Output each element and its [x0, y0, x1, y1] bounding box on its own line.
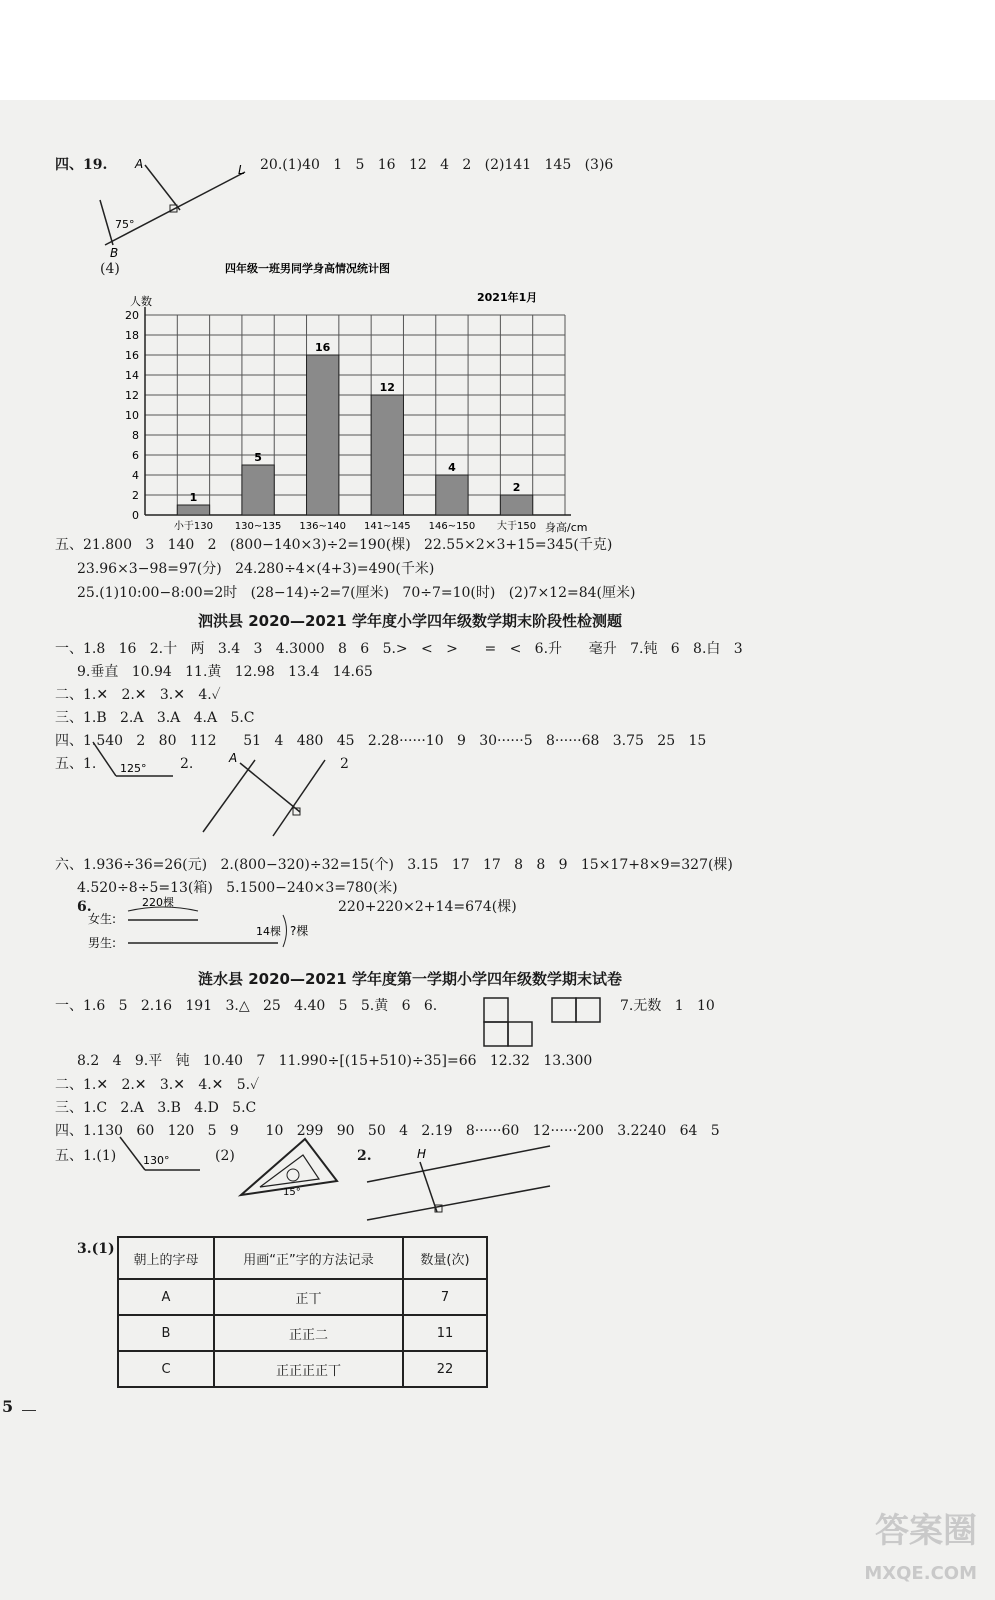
y-tick-label: 2: [132, 489, 139, 502]
table-header-row: [118, 1237, 487, 1279]
sihong-line1: 一、1.8 16 2.十 两 3.4 3 4.3000 8 6 5.> < > = < 6.升 毫升 7.钝 6 8.白 3: [55, 641, 743, 657]
x-tick-label: 146~150: [428, 521, 476, 532]
lianshui-line3: 二、1.✕ 2.✕ 3.✕ 4.✕ 5.✓: [55, 1077, 260, 1093]
parallel-line-1: [203, 760, 255, 832]
header-letter: 朝上的字母: [118, 1237, 214, 1279]
y-tick-label: 4: [132, 469, 139, 482]
y-tick-label: 16: [125, 349, 139, 362]
lianshui-line4: 三、1.C 2.A 3.B 4.D 5.C: [55, 1100, 257, 1116]
cube-views-figure: [482, 996, 622, 1052]
perpendicular-line: [240, 763, 300, 812]
x-tick-label: 大于150: [496, 521, 537, 532]
watermark-logo: 答案圈: [875, 1511, 977, 1551]
cell-letter: A: [118, 1279, 214, 1315]
chart-x-label: 身高/cm: [545, 521, 588, 534]
angle-75: 75°: [115, 218, 135, 231]
sihong-line6-b: 2.: [180, 756, 194, 772]
sihong-q6-eq: 220+220×2+14=674(棵): [338, 899, 517, 915]
watermark-url: MXQE.COM: [864, 1563, 977, 1584]
lianshui-line2: 8.2 4 9.平 钝 10.40 7 11.990÷[(15+510)÷35]=66 12.32 13.300: [77, 1053, 593, 1069]
bar-value-label: 12: [379, 381, 395, 394]
seg-boys-label: 男生:: [88, 936, 117, 950]
angle-ray-1: [93, 742, 116, 776]
y-tick-label: 6: [132, 449, 139, 462]
height-bar-chart: [95, 255, 588, 540]
y-tick-label: 12: [125, 389, 139, 402]
table-row: [118, 1351, 487, 1387]
bar: [436, 475, 468, 515]
header-tally: 用画“正”字的方法记录: [214, 1237, 403, 1279]
y-tick-label: 18: [125, 329, 139, 342]
sihong-line7: 六、1.936÷36=26(元) 2.(800−320)÷32=15(个) 3.15 17 17 8 8 9 15×17+8×9=327(棵): [55, 857, 733, 873]
sihong-title: 泗洪县 2020—2021 学年度小学四年级数学期末阶段性检测题: [198, 612, 622, 630]
seg-top-label: 220棵: [142, 896, 174, 909]
lianshui-line5: 四、1.130 60 120 5 9 10 299 90 50 4 2.19 8······60 12······200 3.2240 64 5: [55, 1123, 720, 1139]
square: [552, 998, 576, 1022]
y-tick-label: 14: [125, 369, 139, 382]
page-top-white-band: [0, 0, 995, 100]
seg-total-label: ?棵: [290, 924, 309, 938]
bar-value-label: 5: [254, 451, 262, 464]
table-row: [118, 1315, 487, 1351]
chart-y-label: 人数: [130, 295, 152, 308]
angle-ray-1: [120, 1137, 145, 1170]
q4-part: (4): [100, 261, 120, 277]
chart-title: 四年级一班男同学身高情况统计图: [225, 262, 390, 275]
parallel-line-2: [367, 1186, 550, 1220]
sec5-line1: 五、21.800 3 140 2 (800−140×3)÷2=190(棵) 22.55×2×3+15=345(千克): [55, 537, 613, 553]
sihong-line4: 三、1.B 2.A 3.A 4.A 5.C: [55, 710, 255, 726]
cell-letter: C: [118, 1351, 214, 1387]
set-square-figure: [235, 1135, 345, 1200]
angle-130-label: 130°: [143, 1154, 170, 1167]
cell-count: 11: [403, 1315, 487, 1351]
y-tick-label: 8: [132, 429, 139, 442]
lianshui-line7: 3.(1): [77, 1241, 115, 1257]
lianshui-line6-a: 五、1.(1): [55, 1148, 117, 1164]
label-h: H: [417, 1147, 427, 1161]
sec5-line2: 23.96×3−98=97(分) 24.280÷4×(4+3)=490(千米): [77, 561, 435, 577]
page-number-dash: [22, 1410, 36, 1411]
sihong-q6-num: 6.: [77, 899, 92, 915]
y-tick-label: 20: [125, 309, 139, 322]
lianshui-line1-a: 一、1.6 5 2.16 191 3.△ 25 4.40 5 5.黄 6 6.: [55, 998, 438, 1014]
sihong-line8: 4.520÷8÷5=13(箱) 5.1500−240×3=780(米): [77, 880, 398, 896]
cell-tally: 正丅: [214, 1279, 403, 1315]
parallel-line-1: [367, 1146, 550, 1182]
seg-extra-label: 14棵: [256, 925, 281, 938]
y-tick-label: 0: [132, 509, 139, 522]
angle-15-label: 15°: [283, 1187, 301, 1198]
angle-125-label: 125°: [120, 762, 147, 775]
seg-girls-label: 女生:: [88, 912, 117, 926]
label-a: A: [135, 157, 144, 171]
label-b: B: [110, 246, 119, 260]
chart-subtitle: 2021年1月: [477, 291, 538, 304]
circle-hole: [287, 1169, 299, 1181]
lianshui-line1-b: 7.无数 1 10: [620, 998, 715, 1014]
sihong-line3: 二、1.✕ 2.✕ 3.✕ 4.✓: [55, 687, 221, 703]
cell-count: 7: [403, 1279, 487, 1315]
page-number: 5: [2, 1397, 14, 1416]
line-b: [100, 200, 113, 245]
bar-value-label: 16: [315, 341, 331, 354]
square: [508, 1022, 532, 1046]
square: [484, 998, 508, 1022]
square: [576, 998, 600, 1022]
lianshui-line6-c: 2.: [357, 1148, 372, 1164]
bar: [242, 465, 274, 515]
y-tick-label: 10: [125, 409, 139, 422]
bar-value-label: 4: [448, 461, 456, 474]
x-tick-label: 136~140: [299, 521, 346, 532]
lianshui-line6-b: (2): [215, 1148, 235, 1164]
sihong-line6-a: 五、1.: [55, 756, 97, 772]
label-a: A: [229, 751, 238, 765]
bar: [307, 355, 339, 515]
cell-tally: 正正正正丅: [214, 1351, 403, 1387]
angle-130-figure: [115, 1135, 205, 1180]
bar: [177, 505, 209, 515]
angle-125-figure: [88, 740, 178, 785]
bar-value-label: 2: [512, 481, 521, 494]
line-segment-diagram: [88, 895, 328, 957]
parallel-line-2: [273, 760, 325, 836]
x-tick-label: 141~145: [364, 521, 411, 532]
sihong-line5: 四、1.540 2 80 112 51 4 480 45 2.28······10 9 30······5 8······68 3.75 25 15: [55, 733, 707, 749]
bar: [500, 495, 532, 515]
sihong-line2: 9.垂直 10.94 11.黄 12.98 13.4 14.65: [77, 664, 373, 680]
lianshui-title: 涟水县 2020—2021 学年度第一学期小学四年级数学期末试卷: [198, 970, 622, 988]
cell-letter: B: [118, 1315, 214, 1351]
cell-count: 22: [403, 1351, 487, 1387]
x-tick-label: 小于130: [173, 521, 214, 532]
header-count: 数量(次): [403, 1237, 487, 1279]
parallel-lines-figure: [195, 748, 335, 840]
cell-tally: 正正二: [214, 1315, 403, 1351]
bar: [371, 395, 403, 515]
sihong-line6-c: 2: [340, 756, 349, 772]
q20-answer: 20.(1)40 1 5 16 12 4 2 (2)141 145 (3)6: [260, 157, 614, 173]
label-l: L: [238, 163, 245, 177]
square: [484, 1022, 508, 1046]
x-tick-label: 130~135: [234, 521, 282, 532]
parallel-h-figure: [365, 1140, 555, 1225]
q19-label: 四、19.: [55, 157, 108, 173]
line-l: [105, 172, 245, 245]
sec5-line3: 25.(1)10:00−8:00=2时 (28−14)÷2=7(厘米) 70÷7=10(时) (2)7×12=84(厘米): [77, 585, 636, 601]
table-row: [118, 1279, 487, 1315]
seg-brace-right: [283, 915, 287, 947]
tally-table: [117, 1236, 488, 1388]
bar-value-label: 1: [189, 491, 198, 504]
line-a-perp: [145, 165, 180, 210]
q19-figure: [95, 150, 255, 260]
